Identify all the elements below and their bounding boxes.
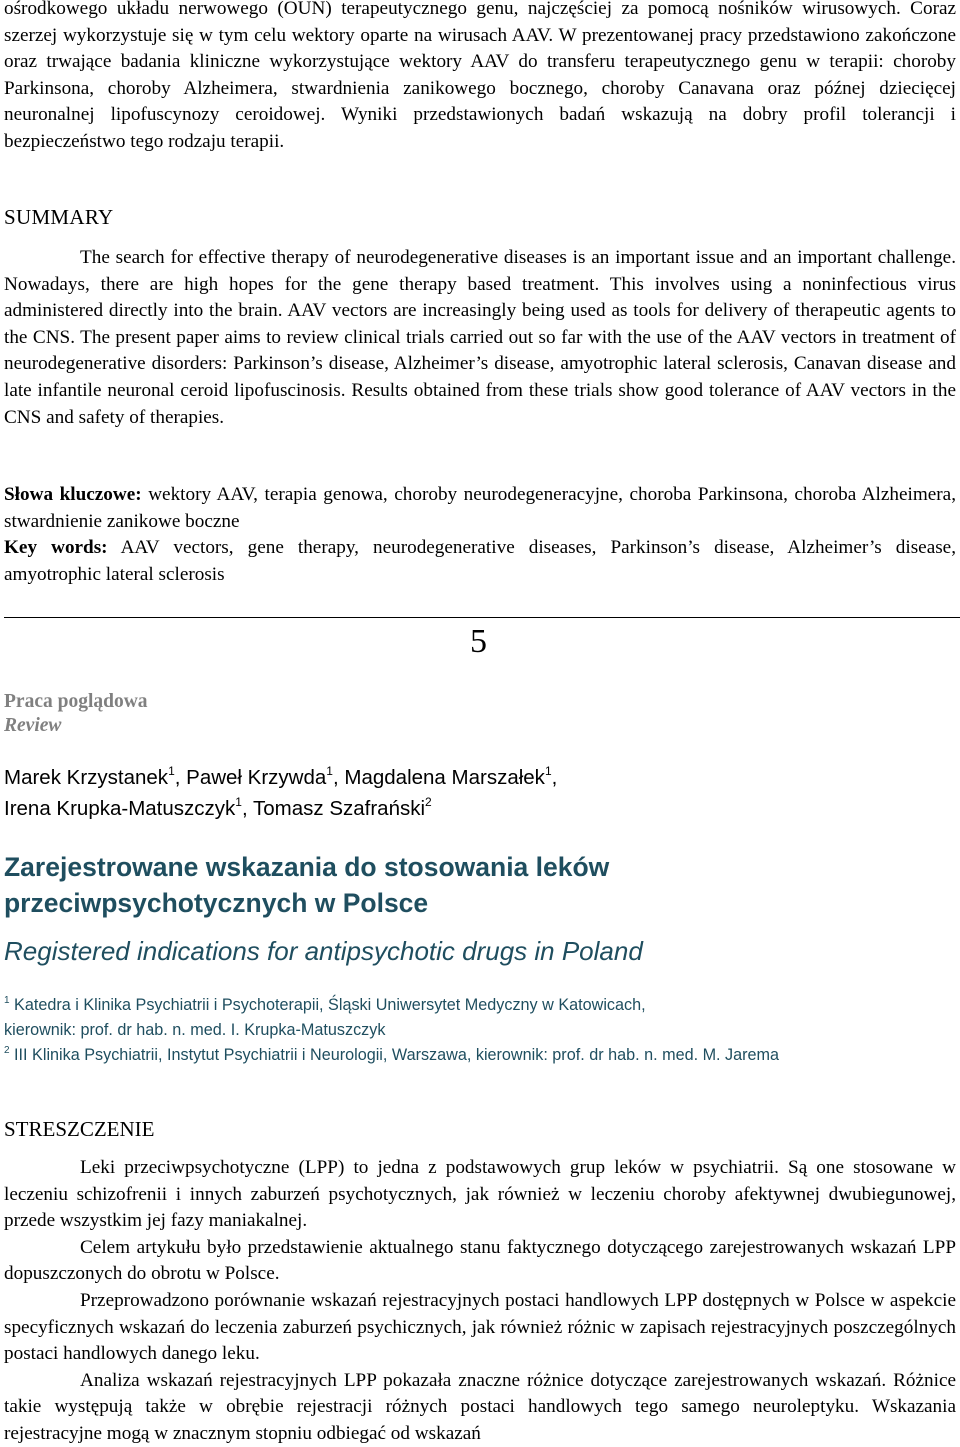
- article-type-pl: Praca poglądowa: [4, 691, 148, 712]
- section-divider: [4, 617, 960, 618]
- keywords-en-text: AAV vectors, gene therapy, neurodegenerative diseases, Parkinson’s disease, Alzheimer’s disease, amyotrophic lateral sclerosis: [4, 537, 956, 585]
- streszczenie-paragraph: Analiza wskazań rejestracyjnych LPP pokazała znaczne różnice dotyczące zarejestrowanych wskazań. Różnice takie występują także w obrębie rejestracji różnych postaci handlowych tego samego neuroleptyku. Wskazania rejestracyjne mogą w znacznym stopniu odbiegać od wskazań: [4, 1369, 956, 1444]
- author-separator: ,: [241, 797, 253, 820]
- author-affiliation-marker: 1: [544, 764, 552, 778]
- affiliation-text-continued: kierownik: prof. dr hab. n. med. I. Krupka-Matuszczyk: [4, 1021, 386, 1039]
- author-name: Magdalena Marszałek: [344, 766, 545, 789]
- article-title-pl: Zarejestrowane wskazania do stosowania leków przeciwpsychotycznych w Polsce: [4, 852, 610, 918]
- author-name: Irena Krupka-Matuszczyk: [4, 797, 236, 820]
- affiliation-1: [4, 993, 779, 1018]
- authors-line-2: [4, 793, 557, 824]
- authors: [4, 762, 557, 824]
- streszczenie-paragraph: Leki przeciwpsychotyczne (LPP) to jedna z podstawowych grup leków w psychiatrii. Są one stosowane w leczeniu schizofrenii i innych zaburzeń psychotycznych, jak również w leczeniu choroby afektywnej dwubiegunowej, przede wszystkim jej fazy maniakalnej.: [4, 1157, 956, 1232]
- streszczenie-body: [0, 1155, 960, 1447]
- keywords-pl-label: Słowa kluczowe:: [4, 484, 142, 505]
- authors-line-1: [4, 762, 557, 793]
- author-affiliation-marker: 1: [326, 764, 333, 778]
- streszczenie-heading: STRESZCZENIE: [4, 1117, 155, 1141]
- author-affiliation-marker: 1: [168, 764, 175, 778]
- summary-heading: SUMMARY: [4, 205, 114, 229]
- keywords-en-label: Key words:: [4, 537, 108, 559]
- article-type: [4, 690, 148, 738]
- author-separator: ,: [332, 766, 345, 789]
- affiliation-marker: 1: [4, 995, 10, 1006]
- summary-text: The search for effective therapy of neurodegenerative diseases is an important issue and an important challenge. Nowadays, there are high hopes for the gene therapy based treatment. This involves using a noninfectious virus administered directly into the brain. AAV vectors are increasingly being used as tools for delivery of therapeutic agents to the CNS. The present paper aims to review clinical trials carried out so far with the use of the AAV vectors in treatment of neurodegenerative disorders: Parkinson’s disease, Alzheimer’s disease, amyotrophic lateral sclerosis, Canavan disease and late infantile neuronal ceroid lipofuscinosis. Results obtained from these trials show good tolerance of AAV vectors in the CNS and safety of therapies.: [4, 247, 956, 428]
- polish-abstract-continuation: ośrodkowego układu nerwowego (OUN) terapeutycznego genu, najczęściej za pomocą nośników wirusowych. Coraz szerzej wykorzystuje się w tym celu wektory oparte na wirusach AAV. W prezentowanej pracy przedstawiono zakończone oraz trwające badania kliniczne wykorzystujące wektory AAV do transferu terapeutycznego genu w terapii: choroby Parkinsona, choroby Alzheimera, stwardnienia zanikowego bocznego, choroby Canavana oraz późnej dziecięcej neuronalnej lipofuscynozy ceroidowej. Wyniki przedstawionych badań wskazują na dobry profil tolerancji i bezpieczeństwo tego rodzaju terapii.: [4, 0, 956, 152]
- author-name: Paweł Krzywda: [186, 766, 327, 789]
- affiliation-text: III Klinika Psychiatrii, Instytut Psychiatrii i Neurologii, Warszawa, kierownik: prof. dr hab. n. med. M. Jarema: [9, 1046, 780, 1064]
- author-separator: ,: [551, 766, 558, 789]
- keywords-pl: [4, 482, 956, 535]
- keywords-pl-text: wektory AAV, terapia genowa, choroby neurodegeneracyjne, choroba Parkinsona, choroba Alzheimera, stwardnienie zanikowe boczne: [4, 484, 956, 532]
- author-affiliation-marker: 1: [235, 795, 242, 809]
- affiliation-marker: 2: [4, 1045, 10, 1056]
- affiliation-2: [4, 1043, 779, 1068]
- article-title-en: Registered indications for antipsychotic drugs in Poland: [4, 936, 643, 966]
- affiliation-text: Katedra i Klinika Psychiatrii i Psychoterapii, Śląski Uniwersytet Medyczny w Katowicach,: [9, 996, 646, 1014]
- author-name: Tomasz Szafrański: [253, 797, 426, 820]
- keywords-en: [4, 535, 956, 588]
- author-name: Marek Krzystanek: [4, 766, 169, 789]
- keywords-block: [0, 482, 960, 588]
- page-number: 5: [470, 623, 487, 660]
- streszczenie-paragraph: Celem artykułu było przedstawienie aktualnego stanu faktycznego dotyczącego zarejestrowanych wskazań LPP dopuszczonych do obrotu w Polsce.: [4, 1236, 956, 1285]
- author-affiliation-marker: 2: [425, 795, 432, 809]
- streszczenie-paragraph: Przeprowadzono porównanie wskazań rejestracyjnych postaci handlowych LPP dostępnych w Polsce w aspekcie specyficznych wskazań do leczenia zaburzeń psychicznych, jak również różnic w zapisach rejestracyjnych poszczególnych postaci handlowych danego leku.: [4, 1289, 956, 1365]
- article-type-en: Review: [4, 715, 62, 736]
- author-separator: ,: [174, 766, 187, 789]
- affiliations: [4, 993, 779, 1068]
